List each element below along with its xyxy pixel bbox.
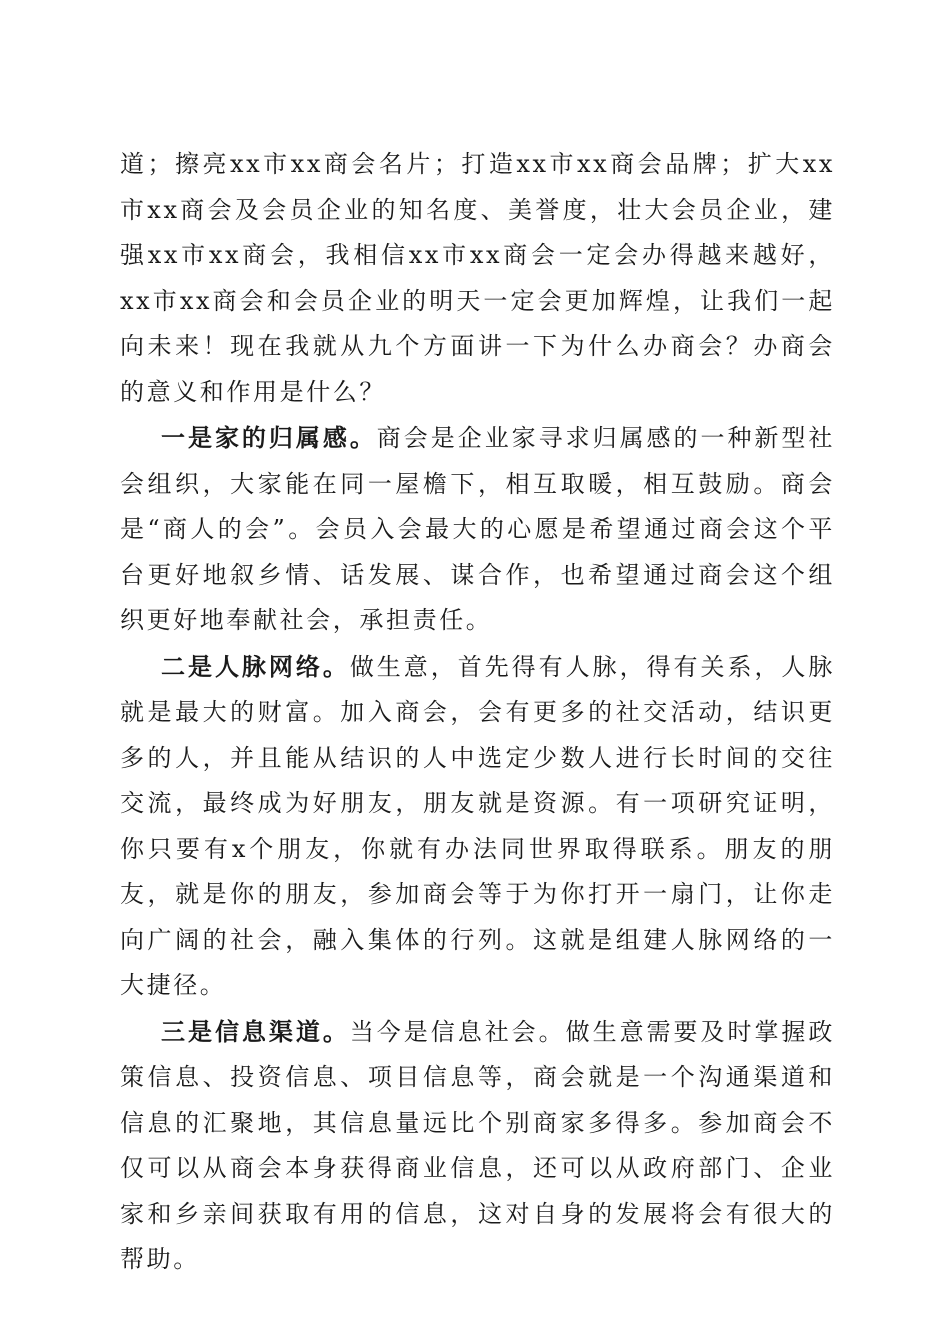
paragraph-intro-continuation bbox=[120, 142, 835, 415]
paragraph-text: 做生意，首先得有人脉，得有关系，人脉就是最大的财富。加入商会，会有更多的社交活动，结识更多的人，并且能从结识的人中选定少数人进行长时间的交往交流，最终成为好朋友，朋友就是资源。有一项研究证明，你只要有x个朋友，你就有办法同世界取得联系。朋友的朋友，就是你的朋友，参加商会等于为你打开一扇门，让你走向广阔的社会，融入集体的行列。这就是组建人脉网络的一大捷径。 bbox=[120, 652, 835, 999]
paragraph-lead: 一是家的归属感。 bbox=[161, 423, 377, 452]
paragraph-lead: 三是信息渠道。 bbox=[161, 1016, 350, 1046]
paragraph-belonging bbox=[120, 415, 835, 644]
paragraph-information bbox=[120, 1009, 835, 1283]
paragraph-lead: 二是人脉网络。 bbox=[161, 651, 350, 681]
paragraph-text: 商会是企业家寻求归属感的一种新型社会组织，大家能在同一屋檐下，相互取暖，相互鼓励。商会是“商人的会”。会员入会最大的心愿是希望通过商会这个平台更好地叙乡情、话发展、谋合作，也希望通过商会这个组织更好地奉献社会，承担责任。 bbox=[120, 424, 835, 634]
paragraph-text: 当今是信息社会。做生意需要及时掌握政策信息、投资信息、项目信息等，商会就是一个沟通渠道和信息的汇聚地，其信息量远比个别商家多得多。参加商会不仅可以从商会本身获得商业信息，还可以从政府部门、企业家和乡亲间获取有用的信息，这对自身的发展将会有很大的帮助。 bbox=[120, 1017, 835, 1273]
document-body bbox=[120, 142, 835, 1283]
paragraph-network bbox=[120, 644, 835, 1009]
paragraph-text: 道；擦亮xx市xx商会名片；打造xx市xx商会品牌；扩大xx市xx商会及会员企业的知名度、美誉度，壮大会员企业，建强xx市xx商会，我相信xx市xx商会一定会办得越来越好，xx市xx商会和会员企业的明天一定会更加辉煌，让我们一起向未来！现在我就从九个方面讲一下为什么办商会？办商会的意义和作用是什么？ bbox=[120, 150, 835, 406]
